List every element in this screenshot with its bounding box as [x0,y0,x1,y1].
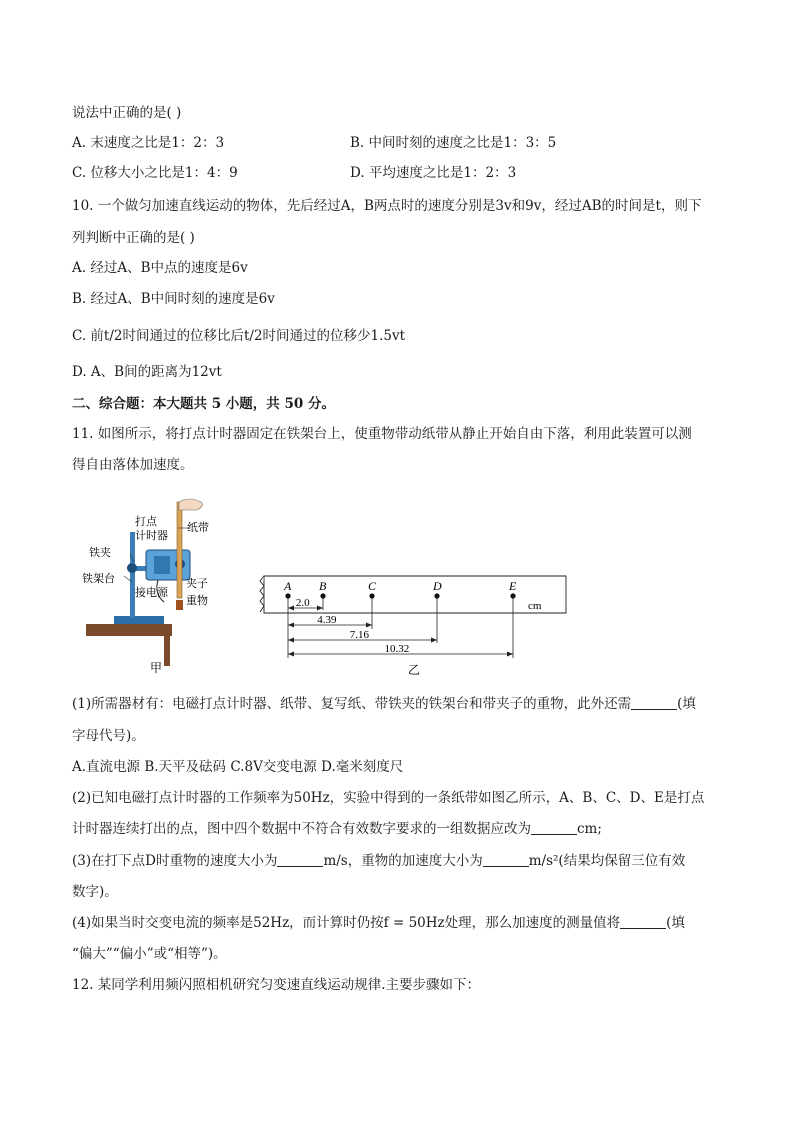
distance-label-3: 7.16 [349,629,369,641]
label-power: 接电源 [135,587,168,599]
distance-label-4: 10.32 [384,643,410,655]
dimension-arrow [317,606,323,611]
table-leg [164,636,170,666]
dimension-arrow [366,623,372,628]
q11-part3-line1 [72,851,685,871]
weight [176,600,183,610]
point-label-B: B [319,579,327,593]
answer-blank-2[interactable] [531,820,577,835]
q10-option-c: C. 前t/2时间通过的位移比后t/2时间通过的位移少1.5vt [72,328,406,344]
q11-part2-text: 计时器连续打出的点，图中四个数据中不符合有效数字要求的一组数据应改为 [72,821,531,837]
q11-part3-mid: m/s，重物的加速度大小为 [323,853,483,869]
answer-blank-1[interactable] [631,695,677,710]
paper-tape [177,502,182,598]
q12-stem: 12. 某同学利用频闪照相机研究匀变速直线运动规律.主要步骤如下： [72,977,481,993]
dimension-arrow [288,623,294,628]
q11-part4-fill: (填 [666,915,685,931]
label-tape: 纸带 [187,522,209,534]
figure-svg [80,492,600,677]
point-label-C: C [368,579,377,593]
q11-stem-line2: 得自由落体加速度。 [72,457,194,473]
q10-stem-line2: 列判断中正确的是( ) [72,230,195,246]
q11-part2-line1: (2)已知电磁打点计时器的工作频率为50Hz，实验中得到的一条纸带如图乙所示，A、B、C、D、E是打点 [72,790,705,806]
section-heading: 二、综合题：本大题共 5 小题，共 50 分。 [72,396,335,412]
label-weight: 重物 [186,595,208,607]
experiment-figure [80,492,600,677]
q10-option-b: B. 经过A、B中间时刻的速度是6v [72,291,275,307]
q11-stem-line1: 11. 如图所示，将打点计时器固定在铁架台上，使重物带动纸带从静止开始自由下落，利用此装置可以测 [72,426,692,442]
dimension-arrow [288,606,294,611]
tape-unit: cm [528,600,542,612]
dimension-arrow [507,652,513,657]
q11-part1-line1 [72,694,696,714]
clamp-knob [127,563,137,573]
q9-option-c: C. 位移大小之比是1：4：9 [72,165,238,181]
point-label-D: D [433,579,442,593]
q11-part1-line2: 字母代号)。 [72,728,145,744]
table-top [86,624,172,636]
label-clamp: 铁夹 [89,547,111,559]
stand-base [114,616,164,624]
q11-part1-text: (1)所需器材有：电磁打点计时器、纸带、复写纸、带铁夹的铁架台和带夹子的重物，此外还需 [72,696,632,712]
q11-part2-line2 [72,819,602,839]
distance-label-2: 4.39 [317,614,337,626]
answer-blank-5[interactable] [620,914,666,929]
point-label-E: E [509,579,517,593]
dimension-arrow [431,638,437,643]
q11-options: A.直流电源 B.天平及砝码 C.8V交变电源 D.毫米刻度尺 [72,759,404,775]
q9-stem-tail: 说法中正确的是( ) [72,105,182,121]
q9-option-b: B. 中间时刻的速度之比是1：3：5 [350,135,557,151]
q11-part2-unit: cm; [577,821,602,837]
dimension-arrow [288,638,294,643]
q11-part4-line1 [72,913,685,933]
q11-part4-line2: “偏大”“偏小”或“相等”)。 [72,946,227,962]
q11-part3-line2: 数字)。 [72,884,118,900]
q9-option-d: D. 平均速度之比是1：2：3 [350,165,517,181]
label-clip: 夹子 [186,578,208,590]
dimension-lines [288,597,513,657]
answer-blank-3[interactable] [277,852,323,867]
label-stand: 铁架台 [82,573,115,585]
label-timer-2: 计时器 [135,530,168,542]
distance-label-1: 2.0 [295,597,310,609]
answer-blank-4[interactable] [483,852,529,867]
caption-right: 乙 [408,663,421,677]
q10-option-a: A. 经过A、B中点的速度是6v [72,260,248,276]
q9-option-a: A. 末速度之比是1：2：3 [72,135,225,151]
label-timer-1: 打点 [135,516,157,528]
q11-part4-text: (4)如果当时交变电流的频率是52Hz，而计算时仍按f = 50Hz处理，那么加速度的测量值将 [72,915,621,931]
stand-rod [130,532,135,618]
point-label-A: A [284,579,292,593]
hand [179,499,202,510]
q11-part3-end: m/s²(结果均保留三位有效 [528,853,686,869]
q11-part1-fill: (填 [677,696,696,712]
q10-stem-line1: 10. 一个做匀加速直线运动的物体，先后经过A，B两点时的速度分别是3v和9v，经过AB的时间是t，则下 [72,198,702,214]
q10-option-d: D. A、B间的距离为12vt [72,364,222,380]
dimension-arrow [288,652,294,657]
caption-left: 甲 [150,661,163,675]
q11-part3-text: (3)在打下点D时重物的速度大小为 [72,853,278,869]
